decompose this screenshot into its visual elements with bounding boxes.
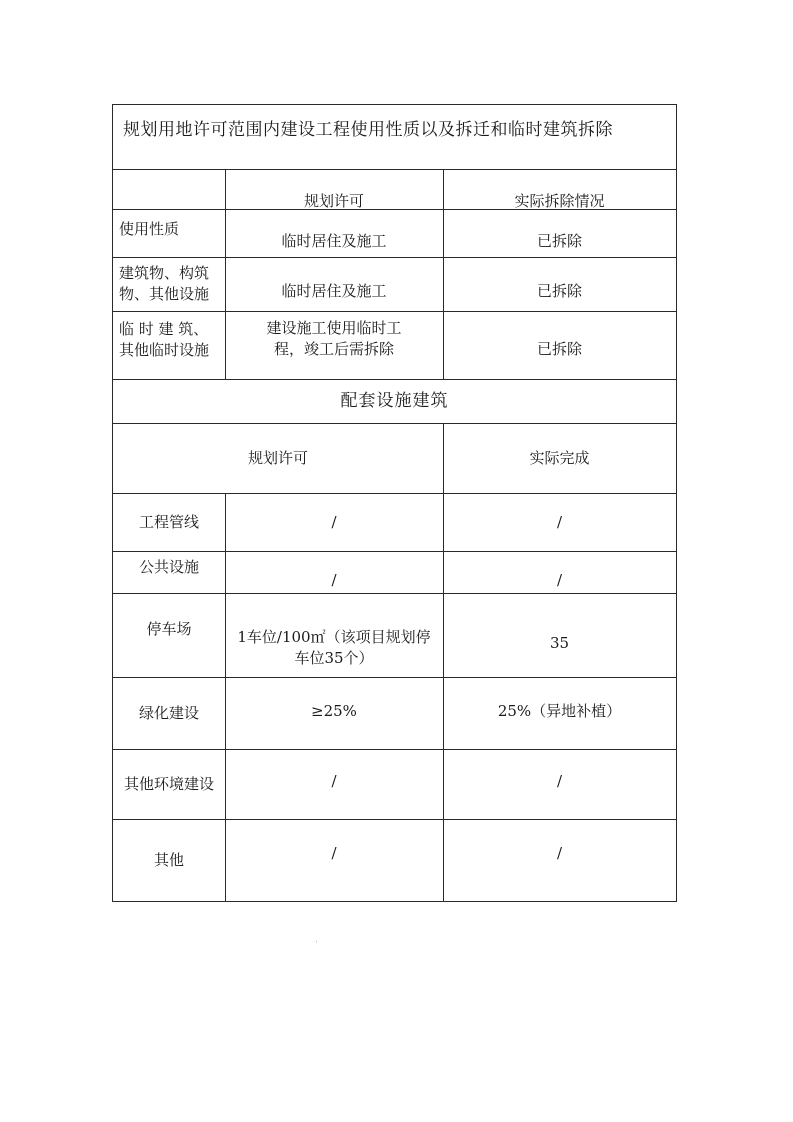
row-actual: 35 [549,633,570,652]
row-permit: 临时居住及施工 [281,281,387,300]
header-actual-demolition: 实际拆除情况 [514,191,605,210]
row-label: 其他 [153,850,184,869]
row-label: 使用性质 [119,220,180,238]
row-label: 临 时 建 筑、其他临时设施 [119,320,210,359]
row-label: 停车场 [146,619,192,638]
row-label: 工程管线 [138,512,199,531]
row-actual: / [556,844,563,862]
row-permit: / [331,844,337,862]
row-permit: 临时居住及施工 [281,231,387,250]
header-actual-complete: 实际完成 [529,448,590,467]
row-actual: / [556,512,563,531]
row-permit: 1车位/100㎡（该项目规划停车位35个） [237,628,431,667]
row-permit: / [331,512,337,531]
row-actual: 已拆除 [536,231,582,250]
scan-speck [316,940,317,943]
row-label: 建筑物、构筑物、其他设施 [119,264,210,303]
row-label: 绿化建设 [138,703,199,722]
row-actual: 已拆除 [536,281,582,300]
header-permit: 规划许可 [303,191,364,210]
row-actual: / [556,772,563,790]
row-actual: 已拆除 [536,339,582,358]
row-actual: / [556,570,563,589]
section-title: 配套设施建筑 [340,390,449,411]
row-label: 其他环境建设 [123,774,214,793]
row-actual: 25%（异地补植） [497,702,622,720]
data-sheet [112,104,677,902]
row-permit: ≥25% [311,702,357,720]
row-permit: 建设施工使用临时工程，竣工后需拆除 [266,319,402,358]
header-permit: 规划许可 [247,448,308,467]
page-title: 规划用地许可范围内建设工程使用性质以及拆迁和临时建筑拆除 [123,120,613,140]
row-permit: / [331,772,337,790]
row-permit: / [331,570,337,589]
row-label: 公共设施 [138,557,199,576]
